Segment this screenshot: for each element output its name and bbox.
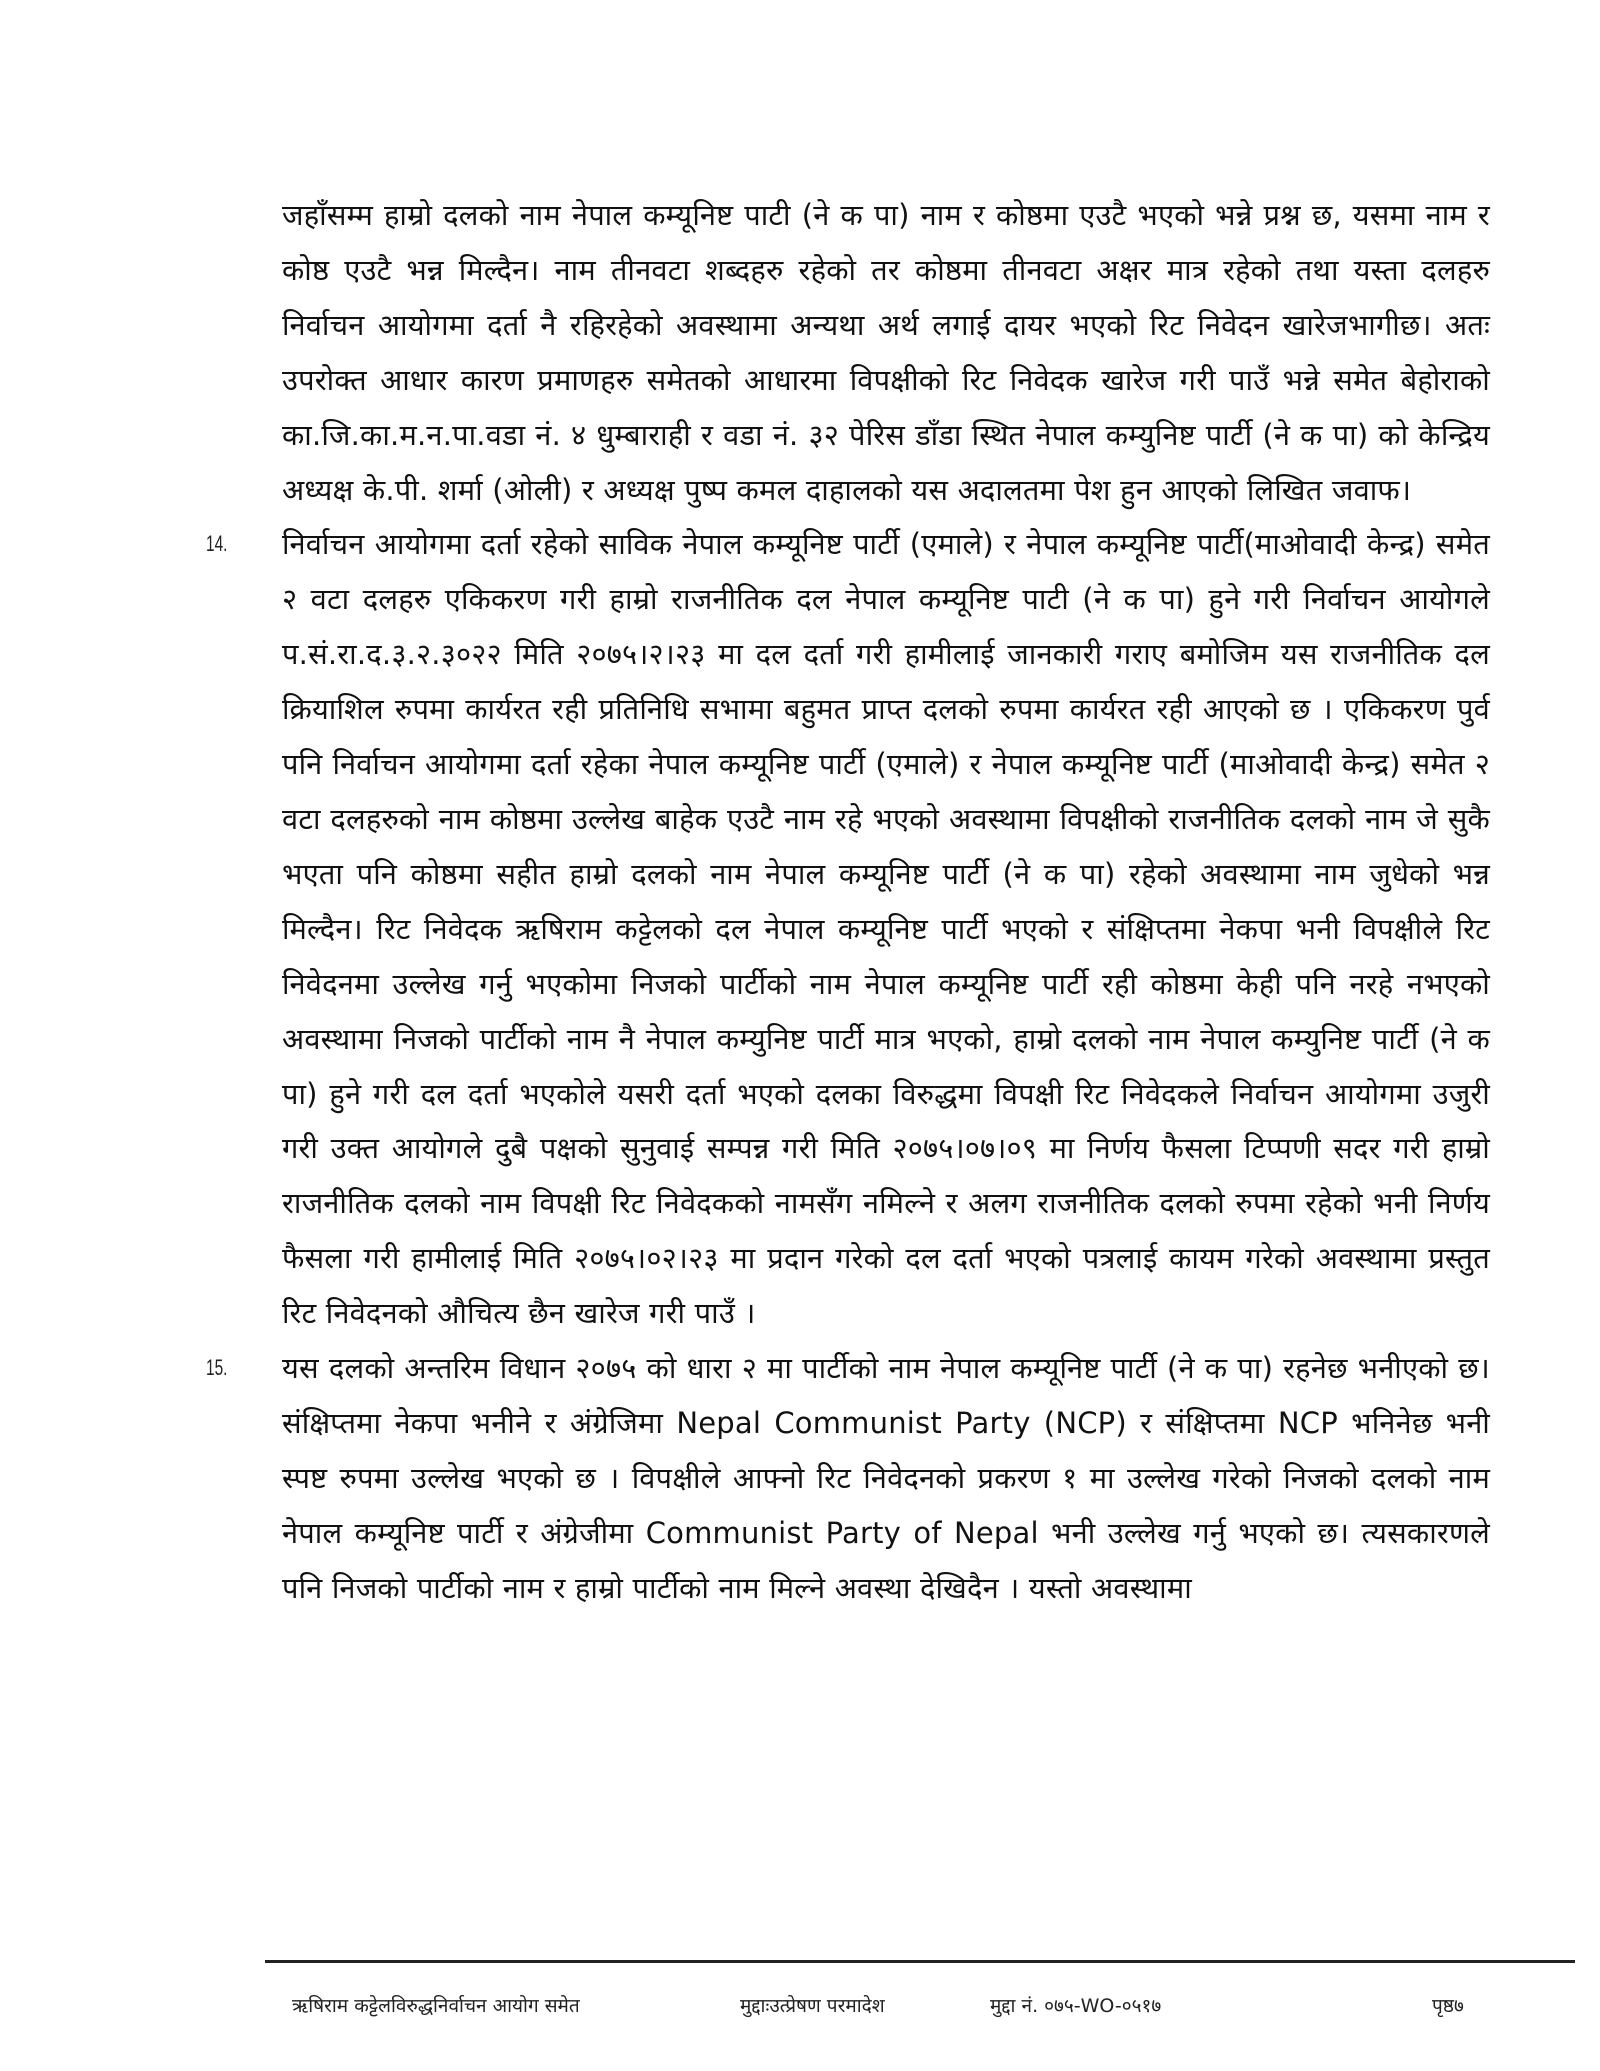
footer-case-title: ऋषिराम कट्टेलविरुद्धनिर्वाचन आयोग समेत <box>292 1995 580 2017</box>
footer-subject: मुद्दाःउत्प्रेषण परमादेश <box>740 1995 885 2017</box>
footer-page-number: पृष्ठ७ <box>1432 1995 1464 2017</box>
document-body <box>206 188 1490 1616</box>
intro-paragraph: जहाँसम्म हाम्रो दलको नाम नेपाल कम्यूनिष्ट पाटी (ने क पा) नाम र कोष्ठमा एउटै भएको भन्ने प्रश्न छ, यसमा नाम र कोष्ठ एउटै भन्न मिल्दैन। नाम तीनवटा शब्दहरु रहेको तर कोष्ठमा तीनवटा अक्षर मात्र रहेको तथा यस्ता दलहरु निर्वाचन आयोगमा दर्ता नै रहिरहेको अवस्थामा अन्यथा अर्थ लगाई दायर भएको रिट निवेदन खारेजभागीछ। अतः उपरोक्त आधार कारण प्रमाणहरु समेतको आधारमा विपक्षीको रिट निवेदक खारेज गरी पाउँ भन्ने समेत बेहोराको का.जि.का.म.न.पा.वडा नं. ४ धुम्बाराही र वडा नं. ३२ पेरिस डाँडा स्थित नेपाल कम्युनिष्ट पार्टी (ने क पा) को केन्द्रिय अध्यक्ष के.पी. शर्मा (ओली) र अध्यक्ष पुष्प कमल दाहालको यस अदालतमा पेश हुन आएको लिखित जवाफ। <box>282 198 1490 507</box>
footer-case-number: मुद्दा नं. ०७५-WO-०५१७ <box>990 1995 1162 2017</box>
numbered-item-15 <box>206 1341 1490 1616</box>
item-number: 15. <box>206 1355 228 1381</box>
numbered-item-14 <box>206 517 1490 1341</box>
item-text: यस दलको अन्तरिम विधान २०७५ को धारा २ मा पार्टीको नाम नेपाल कम्यूनिष्ट पार्टी (ने क पा) रहनेछ भनीएको छ। संक्षिप्तमा नेकपा भनीने र अंग्रेजिमा Nepal Communist Party (NCP) र संक्षिप्तमा NCP भनिनेछ भनी स्पष्ट रुपमा उल्लेख भएको छ । विपक्षीले आफ्नो रिट निवेदनको प्रकरण १ मा उल्लेख गरेको निजको दलको नाम नेपाल कम्यूनिष्ट पार्टी र अंग्रेजीमा Communist Party of Nepal भनी उल्लेख गर्नु भएको छ। त्यसकारणले पनि निजको पार्टीको नाम र हाम्रो पार्टीको नाम मिल्ने अवस्था देखिदैन । यस्तो अवस्थामा <box>282 1351 1490 1605</box>
item-number: 14. <box>206 531 228 557</box>
item-text: निर्वाचन आयोगमा दर्ता रहेको साविक नेपाल कम्यूनिष्ट पार्टी (एमाले) र नेपाल कम्यूनिष्ट पार्टी(माओवादी केन्द्र) समेत २ वटा दलहरु एकिकरण गरी हाम्रो राजनीतिक दल नेपाल कम्यूनिष्ट पाटी (ने क पा) हुने गरी निर्वाचन आयोगले प.सं.रा.द.३.२.३०२२ मिति २०७५।२।२३ मा दल दर्ता गरी हामीलाई जानकारी गराए बमोजिम यस राजनीतिक दल क्रियाशिल रुपमा कार्यरत रही प्रतिनिधि सभामा बहुमत प्राप्त दलको रुपमा कार्यरत रही आएको छ । एकिकरण पुर्व पनि निर्वाचन आयोगमा दर्ता रहेका नेपाल कम्यूनिष्ट पार्टी (एमाले) र नेपाल कम्यूनिष्ट पार्टी (माओवादी केन्द्र) समेत २ वटा दलहरुको नाम कोष्ठमा उल्लेख बाहेक एउटै नाम रहे भएको अवस्थामा विपक्षीको राजनीतिक दलको नाम जे सुकै भएता पनि कोष्ठमा सहीत हाम्रो दलको नाम नेपाल कम्यूनिष्ट पार्टी (ने क पा) रहेको अवस्थामा नाम जुधेको भन्न मिल्दैन। रिट निवेदक ऋषिराम कट्टेलको दल नेपाल कम्यूनिष्ट पार्टी भएको र संक्षिप्तमा नेकपा भनी विपक्षीले रिट निवेदनमा उल्लेख गर्नु भएकोमा निजको पार्टीको नाम नेपाल कम्यूनिष्ट पार्टी रही कोष्ठमा केही पनि नरहे नभएको अवस्थामा निजको पार्टीको नाम नै नेपाल कम्युनिष्ट पार्टी मात्र भएको, हाम्रो दलको नाम नेपाल कम्युनिष्ट पार्टी (ने क पा) हुने गरी दल दर्ता भएकोले यसरी दर्ता भएको दलका विरुद्धमा विपक्षी रिट निवेदकले निर्वाचन आयोगमा उजुरी गरी उक्त आयोगले दुबै पक्षको सुनुवाई सम्पन्न गरी मिति २०७५।०७।०९ मा निर्णय फैसला टिप्पणी सदर गरी हाम्रो राजनीतिक दलको नाम विपक्षी रिट निवेदकको नामसँग नमिल्ने र अलग राजनीतिक दलको रुपमा रहेको भनी निर्णय फैसला गरी हामीलाई मिति २०७५।०२।२३ मा प्रदान गरेको दल दर्ता भएको पत्रलाई कायम गरेको अवस्थामा प्रस्तुत रिट निवेदनको औचित्य छैन खारेज गरी पाउँ । <box>282 527 1490 1331</box>
footer-divider <box>265 1960 1575 1963</box>
